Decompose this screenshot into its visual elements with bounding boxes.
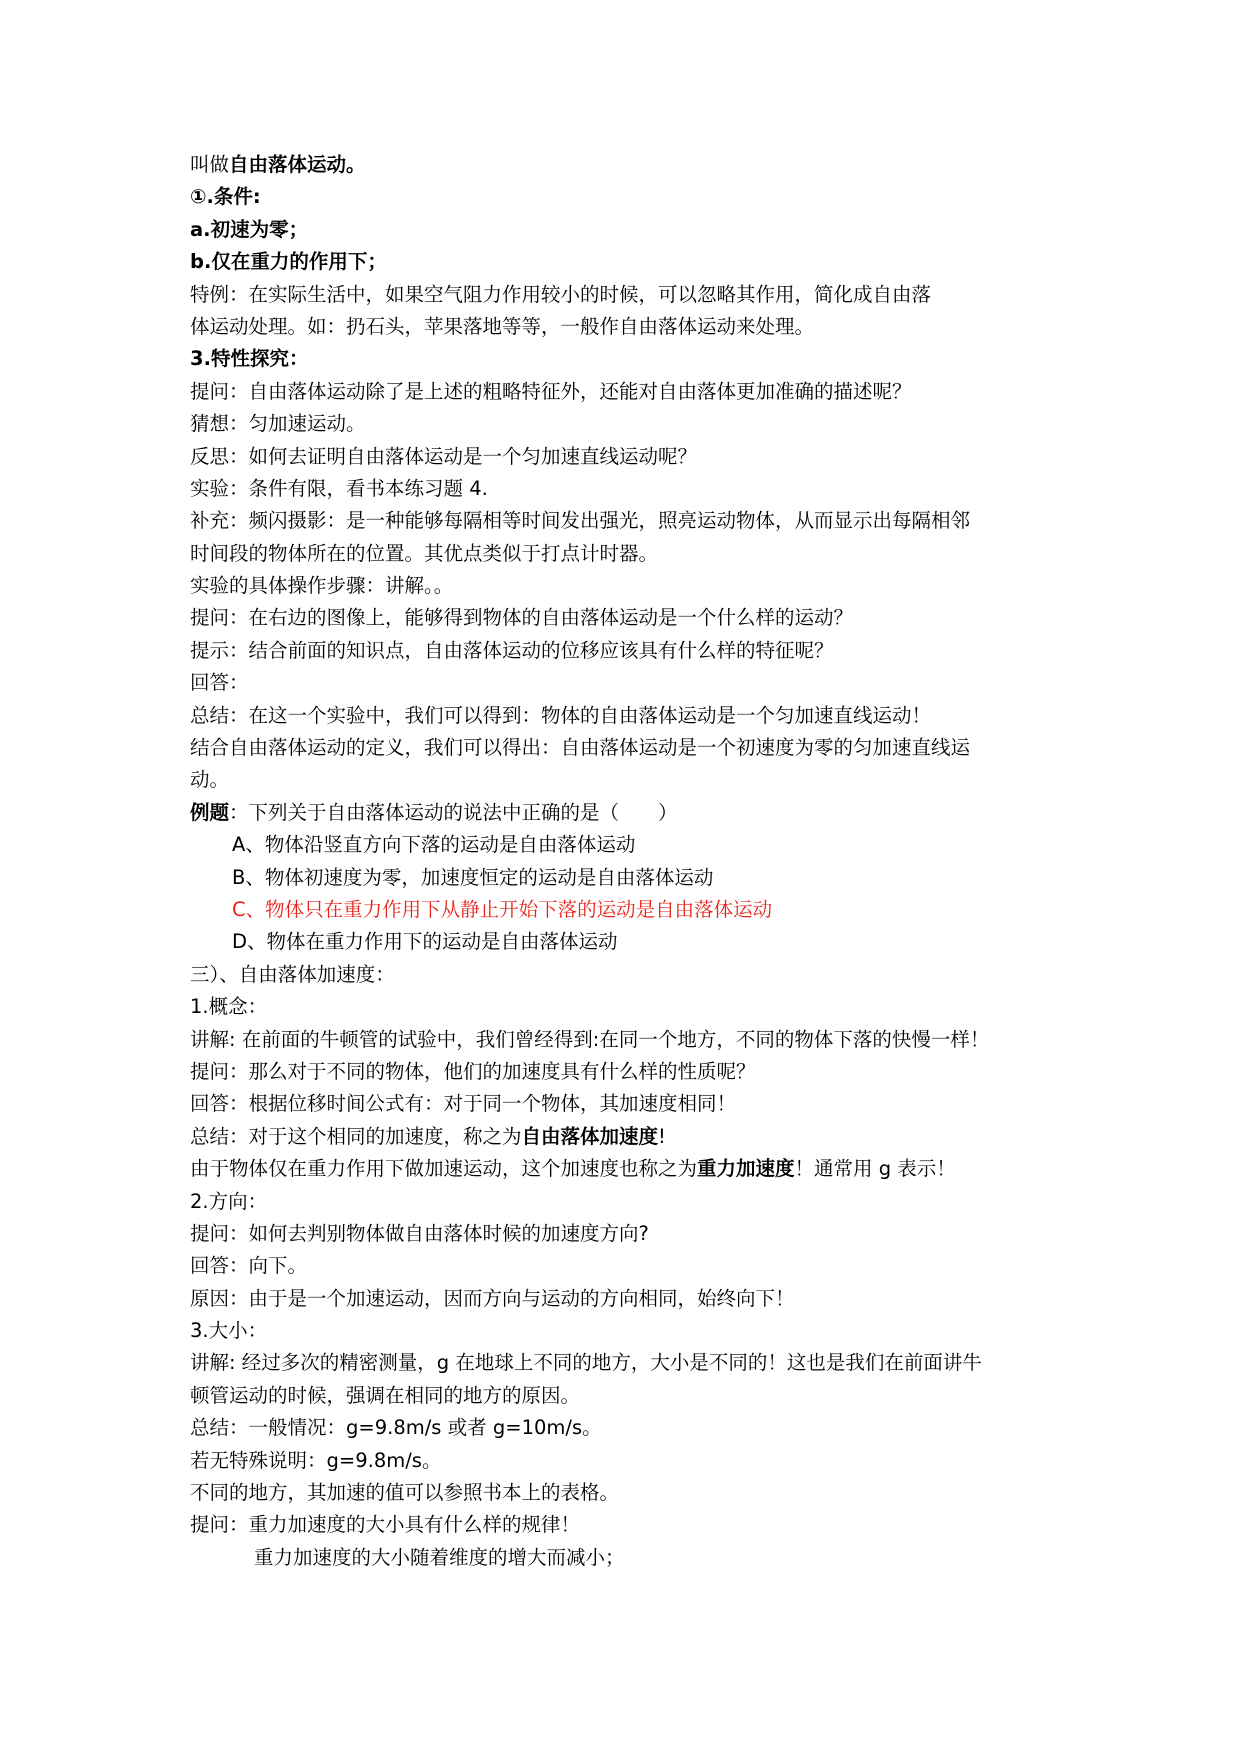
paragraph-summary-3: 总结：一般情况：g=9.8m/s 或者 g=10m/s。 (190, 1416, 602, 1440)
paragraph-rule: 重力加速度的大小随着维度的增大而减小； (254, 1545, 625, 1569)
heading-direction: 2.方向： (190, 1189, 268, 1213)
example-question (190, 797, 1070, 829)
option-c-correct: C、物体只在重力作用下从静止开始下落的运动是自由落体运动 (232, 897, 773, 921)
term-free-fall-acceleration: 自由落体加速度 (521, 1124, 659, 1148)
paragraph-gravity (190, 1153, 1070, 1185)
option-d: D、物体在重力作用下的运动是自由落体运动 (232, 930, 618, 954)
paragraph-hint: 提示：结合前面的知识点，自由落体运动的位移应该具有什么样的特征呢？ (190, 638, 834, 662)
text-span: ！通常用 g 表示！ (794, 1157, 956, 1181)
paragraph-supplement-cont: 时间段的物体所在的位置。其优点类似于打点计时器。 (190, 541, 659, 565)
paragraph-answer-3: 回答：向下。 (190, 1254, 308, 1278)
paragraph-table-ref: 不同的地方，其加速的值可以参照书本上的表格。 (190, 1481, 620, 1505)
option-b: B、物体初速度为零，加速度恒定的运动是自由落体运动 (232, 865, 714, 889)
example-text: ：下列关于自由落体运动的说法中正确的是（ ） (229, 800, 678, 824)
paragraph-reflection: 反思：如何去证明自由落体运动是一个匀加速直线运动呢？ (190, 444, 698, 468)
paragraph-definition (190, 149, 1070, 181)
condition-a: a.初速为零； (190, 217, 309, 241)
paragraph-question-3: 提问：那么对于不同的物体，他们的加速度具有什么样的性质呢？ (190, 1059, 756, 1083)
option-a: A、物体沿竖直方向下落的运动是自由落体运动 (232, 833, 636, 857)
paragraph-special-case-cont: 体运动处理。如：扔石头，苹果落地等等，一般作自由落体运动来处理。 (190, 314, 815, 338)
paragraph-default-value: 若无特殊说明：g=9.8m/s。 (190, 1448, 442, 1472)
condition-b: b.仅在重力的作用下； (190, 250, 387, 274)
document-body (190, 149, 1070, 1574)
heading-properties: 3.特性探究： (190, 347, 309, 371)
section-heading-acceleration: 三）、自由落体加速度： (190, 962, 395, 986)
paragraph-summary: 总结：在这一个实验中，我们可以得到：物体的自由落体运动是一个匀加速直线运动！ (190, 703, 932, 727)
paragraph-question-5: 提问：重力加速度的大小具有什么样的规律！ (190, 1513, 581, 1537)
paragraph-steps: 实验的具体操作步骤：讲解。。 (190, 574, 454, 598)
text-span: 叫做 (190, 153, 230, 176)
example-label: 例题 (190, 800, 230, 824)
paragraph-guess: 猜想：匀加速运动。 (190, 412, 366, 436)
paragraph-summary-2 (190, 1121, 1070, 1153)
paragraph-special-case: 特例：在实际生活中，如果空气阻力作用较小的时候，可以忽略其作用，简化成自由落 (190, 282, 932, 306)
paragraph-experiment: 实验：条件有限，看书本练习题 4. (190, 476, 488, 500)
paragraph-answer: 回答： (190, 671, 249, 695)
paragraph-reason: 原因：由于是一个加速运动，因而方向与运动的方向相同，始终向下！ (190, 1286, 795, 1310)
paragraph-answer-2: 回答：根据位移时间公式有：对于同一个物体，其加速度相同！ (190, 1092, 737, 1116)
heading-concept: 1.概念： (190, 995, 268, 1019)
term-free-fall: 自由落体运动。 (229, 153, 366, 176)
text-span: ! (658, 1124, 666, 1148)
paragraph-explain: 讲解: 在前面的牛顿管的试验中，我们曾经得到:在同一个地方，不同的物体下落的快慢一样！ (190, 1027, 990, 1051)
heading-conditions: ①.条件: (190, 185, 261, 209)
paragraph-conclusion: 结合自由落体运动的定义，我们可以得出：自由落体运动是一个初速度为零的匀加速直线运 (190, 736, 971, 760)
paragraph-explain-2-cont: 顿管运动的时候，强调在相同的地方的原因。 (190, 1383, 581, 1407)
paragraph-question: 提问：自由落体运动除了是上述的粗略特征外，还能对自由落体更加准确的描述呢？ (190, 379, 912, 403)
heading-magnitude: 3.大小： (190, 1319, 268, 1343)
text-span: 由于物体仅在重力作用下做加速运动，这个加速度也称之为 (190, 1157, 698, 1181)
text-span: 总结：对于这个相同的加速度，称之为 (190, 1124, 522, 1148)
paragraph-supplement: 补充：频闪摄影：是一种能够每隔相等时间发出强光，照亮运动物体，从而显示出每隔相邻 (190, 509, 971, 533)
term-gravity-acceleration: 重力加速度 (697, 1157, 795, 1181)
paragraph-explain-2: 讲解: 经过多次的精密测量，g 在地球上不同的地方，大小是不同的！这也是我们在前面讲牛 (190, 1351, 982, 1375)
paragraph-conclusion-cont: 动。 (190, 768, 230, 792)
paragraph-question-2: 提问：在右边的图像上，能够得到物体的自由落体运动是一个什么样的运动？ (190, 606, 854, 630)
paragraph-question-4: 提问：如何去判别物体做自由落体时候的加速度方向? (190, 1221, 649, 1245)
